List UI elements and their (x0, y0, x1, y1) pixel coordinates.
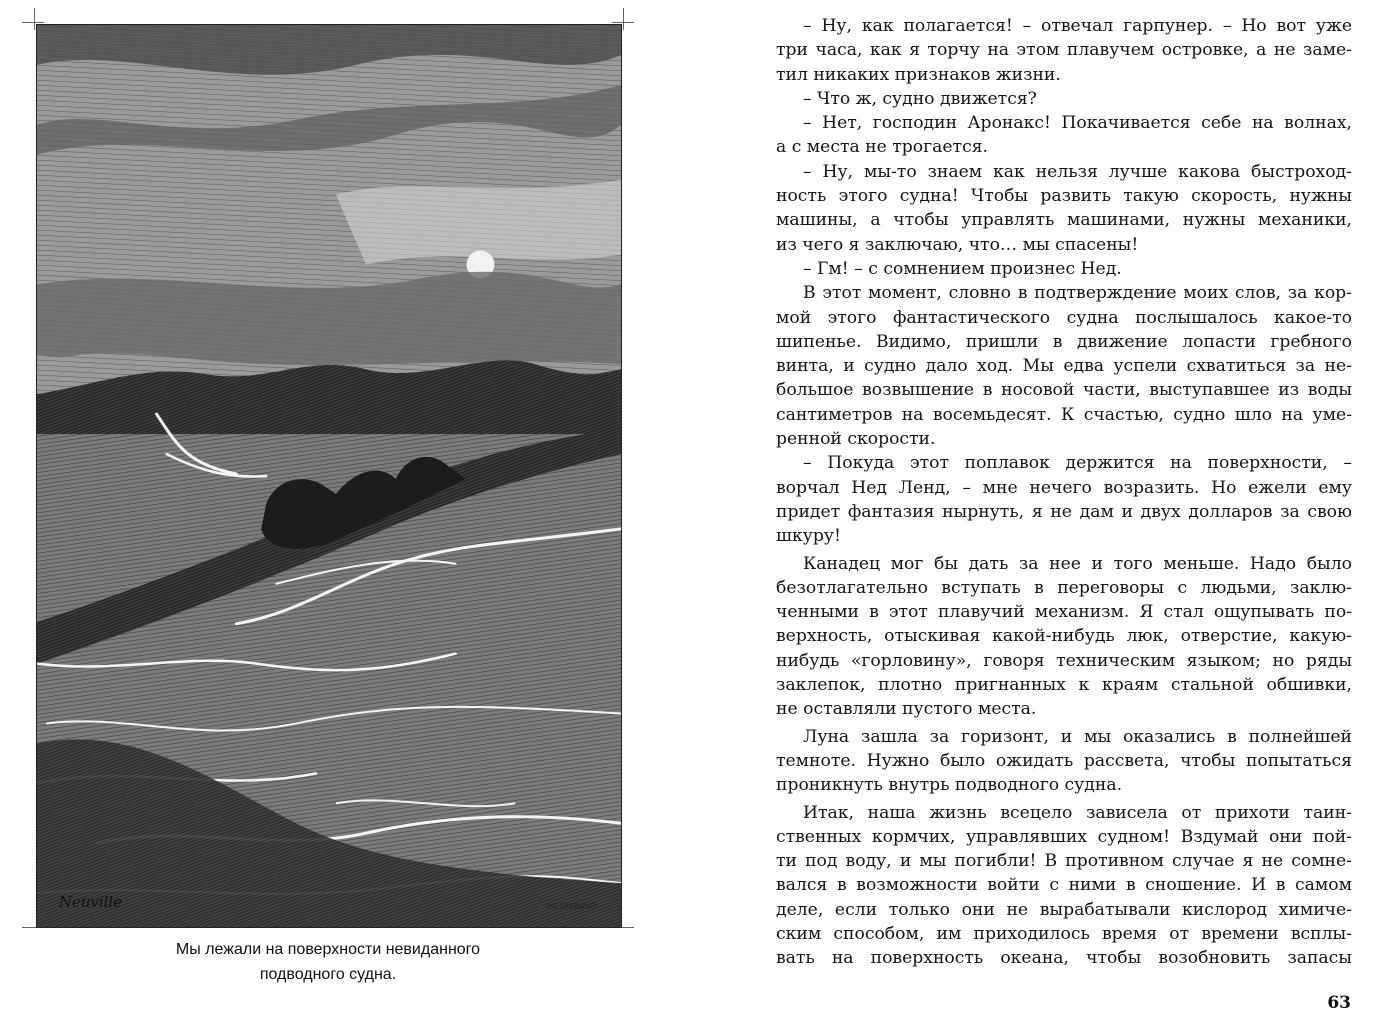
text-line: мой этого фантастического судна послышалось какое-то (776, 307, 1352, 328)
page-number: 63 (1327, 993, 1351, 1013)
crop-mark (623, 8, 624, 30)
text-line: нибудь «горловину», говоря техническим языком; но ряды (776, 650, 1352, 671)
text-line: В этот момент, словно в подтверждение моих слов, за кор- (803, 283, 1352, 304)
text-line: темноте. Нужно было ожидать рассвета, чтобы попытаться (776, 750, 1352, 771)
text-line: винта, и судно дало ход. Мы едва успели схватиться за не- (776, 356, 1352, 377)
text-line: ренной скорости. (776, 429, 936, 450)
sea-engraving (37, 25, 621, 927)
text-line: Луна зашла за горизонт, и мы оказались в полнейшей (803, 726, 1352, 747)
text-line: ственных кормчих, управлявших судном! Вздумай они пой- (776, 826, 1352, 847)
text-line: сантиметров на восемьдесят. К счастью, судно шло на уме- (776, 404, 1352, 425)
text-line: три часа, как я торчу на этом плавучем островке, а не заме- (776, 40, 1352, 61)
text-line: придет фантазия нырнуть, я не дам и двух долларов за свою (776, 501, 1352, 522)
text-line: из чего я заключаю, что… мы спасены! (776, 234, 1139, 255)
text-line: ворчал Нед Ленд, – мне нечего возразить. Но ежели ему (776, 477, 1352, 498)
text-line: ность этого судна! Чтобы развить такую скорость, нужны (776, 186, 1352, 207)
text-line: шкуру! (776, 526, 841, 547)
text-line: большое возвышение в носовой части, выступавшее из воды (776, 380, 1352, 401)
text-line: безотлагательно вступать в переговоры с людьми, заклю- (776, 577, 1352, 598)
text-line: ти под воду, и мы погибли! В противном случае я не сомне- (776, 851, 1352, 872)
crop-mark (22, 22, 44, 23)
text-line: проникнуть внутрь подводного судна. (776, 775, 1123, 796)
text-line: ским способом, им приходилось время от времени всплы- (776, 923, 1352, 944)
text-line: Итак, наша жизнь всецело зависела от прихоти таин- (803, 802, 1352, 823)
text-line: не оставляли пустого места. (776, 699, 1037, 720)
text-line: – Нет, господин Аронакс! Покачивается себе на волнах, (803, 113, 1352, 134)
engraving-illustration (36, 24, 622, 928)
caption-line: Мы лежали на поверхности невиданного (175, 941, 481, 958)
text-line: – Что ж, судно движется? (803, 88, 1037, 109)
artist-signature: Neuville (58, 893, 123, 912)
text-line: а с места не трогается. (776, 137, 988, 158)
text-line: деле, если только они не вырабатывали кислород химиче- (776, 899, 1352, 920)
text-line: ченными в этот плавучий механизм. Я стал ощупывать по- (776, 602, 1352, 623)
text-line: – Ну, как полагается! – отвечал гарпунер. – Но вот уже (803, 16, 1352, 36)
text-line: машины, а чтобы управлять машинами, нужны механики, (776, 210, 1352, 231)
illustration-caption (40, 937, 616, 987)
text-line: тил никаких признаков жизни. (776, 64, 1061, 85)
text-line: верхность, отыскивая какой-нибудь люк, отверстие, какую- (776, 626, 1352, 647)
text-line: заклепок, плотно пригнанных к краям стальной обшивки, (776, 675, 1352, 696)
text-line: шипенье. Видимо, пришли в движение лопасти гребного (776, 331, 1352, 352)
text-line: вался в возможности войти с ними в сношение. И в самом (776, 875, 1352, 896)
text-line: – Гм! – с сомнением произнес Нед. (803, 258, 1122, 279)
crop-mark (34, 8, 35, 30)
text-line: – Ну, мы-то знаем как нельзя лучше какова быстроход- (803, 161, 1352, 182)
caption-line: подводного судна. (259, 966, 397, 983)
text-line: вать на поверхность океана, чтобы возобновить запасы (776, 948, 1352, 969)
text-line: – Покуда этот поплавок держится на поверхности, – (803, 453, 1352, 474)
engraver-signature: HILDIBRAND (547, 902, 597, 912)
page-text (776, 14, 1352, 971)
text-line: Канадец мог бы дать за нее и того меньше. Надо было (803, 553, 1352, 574)
